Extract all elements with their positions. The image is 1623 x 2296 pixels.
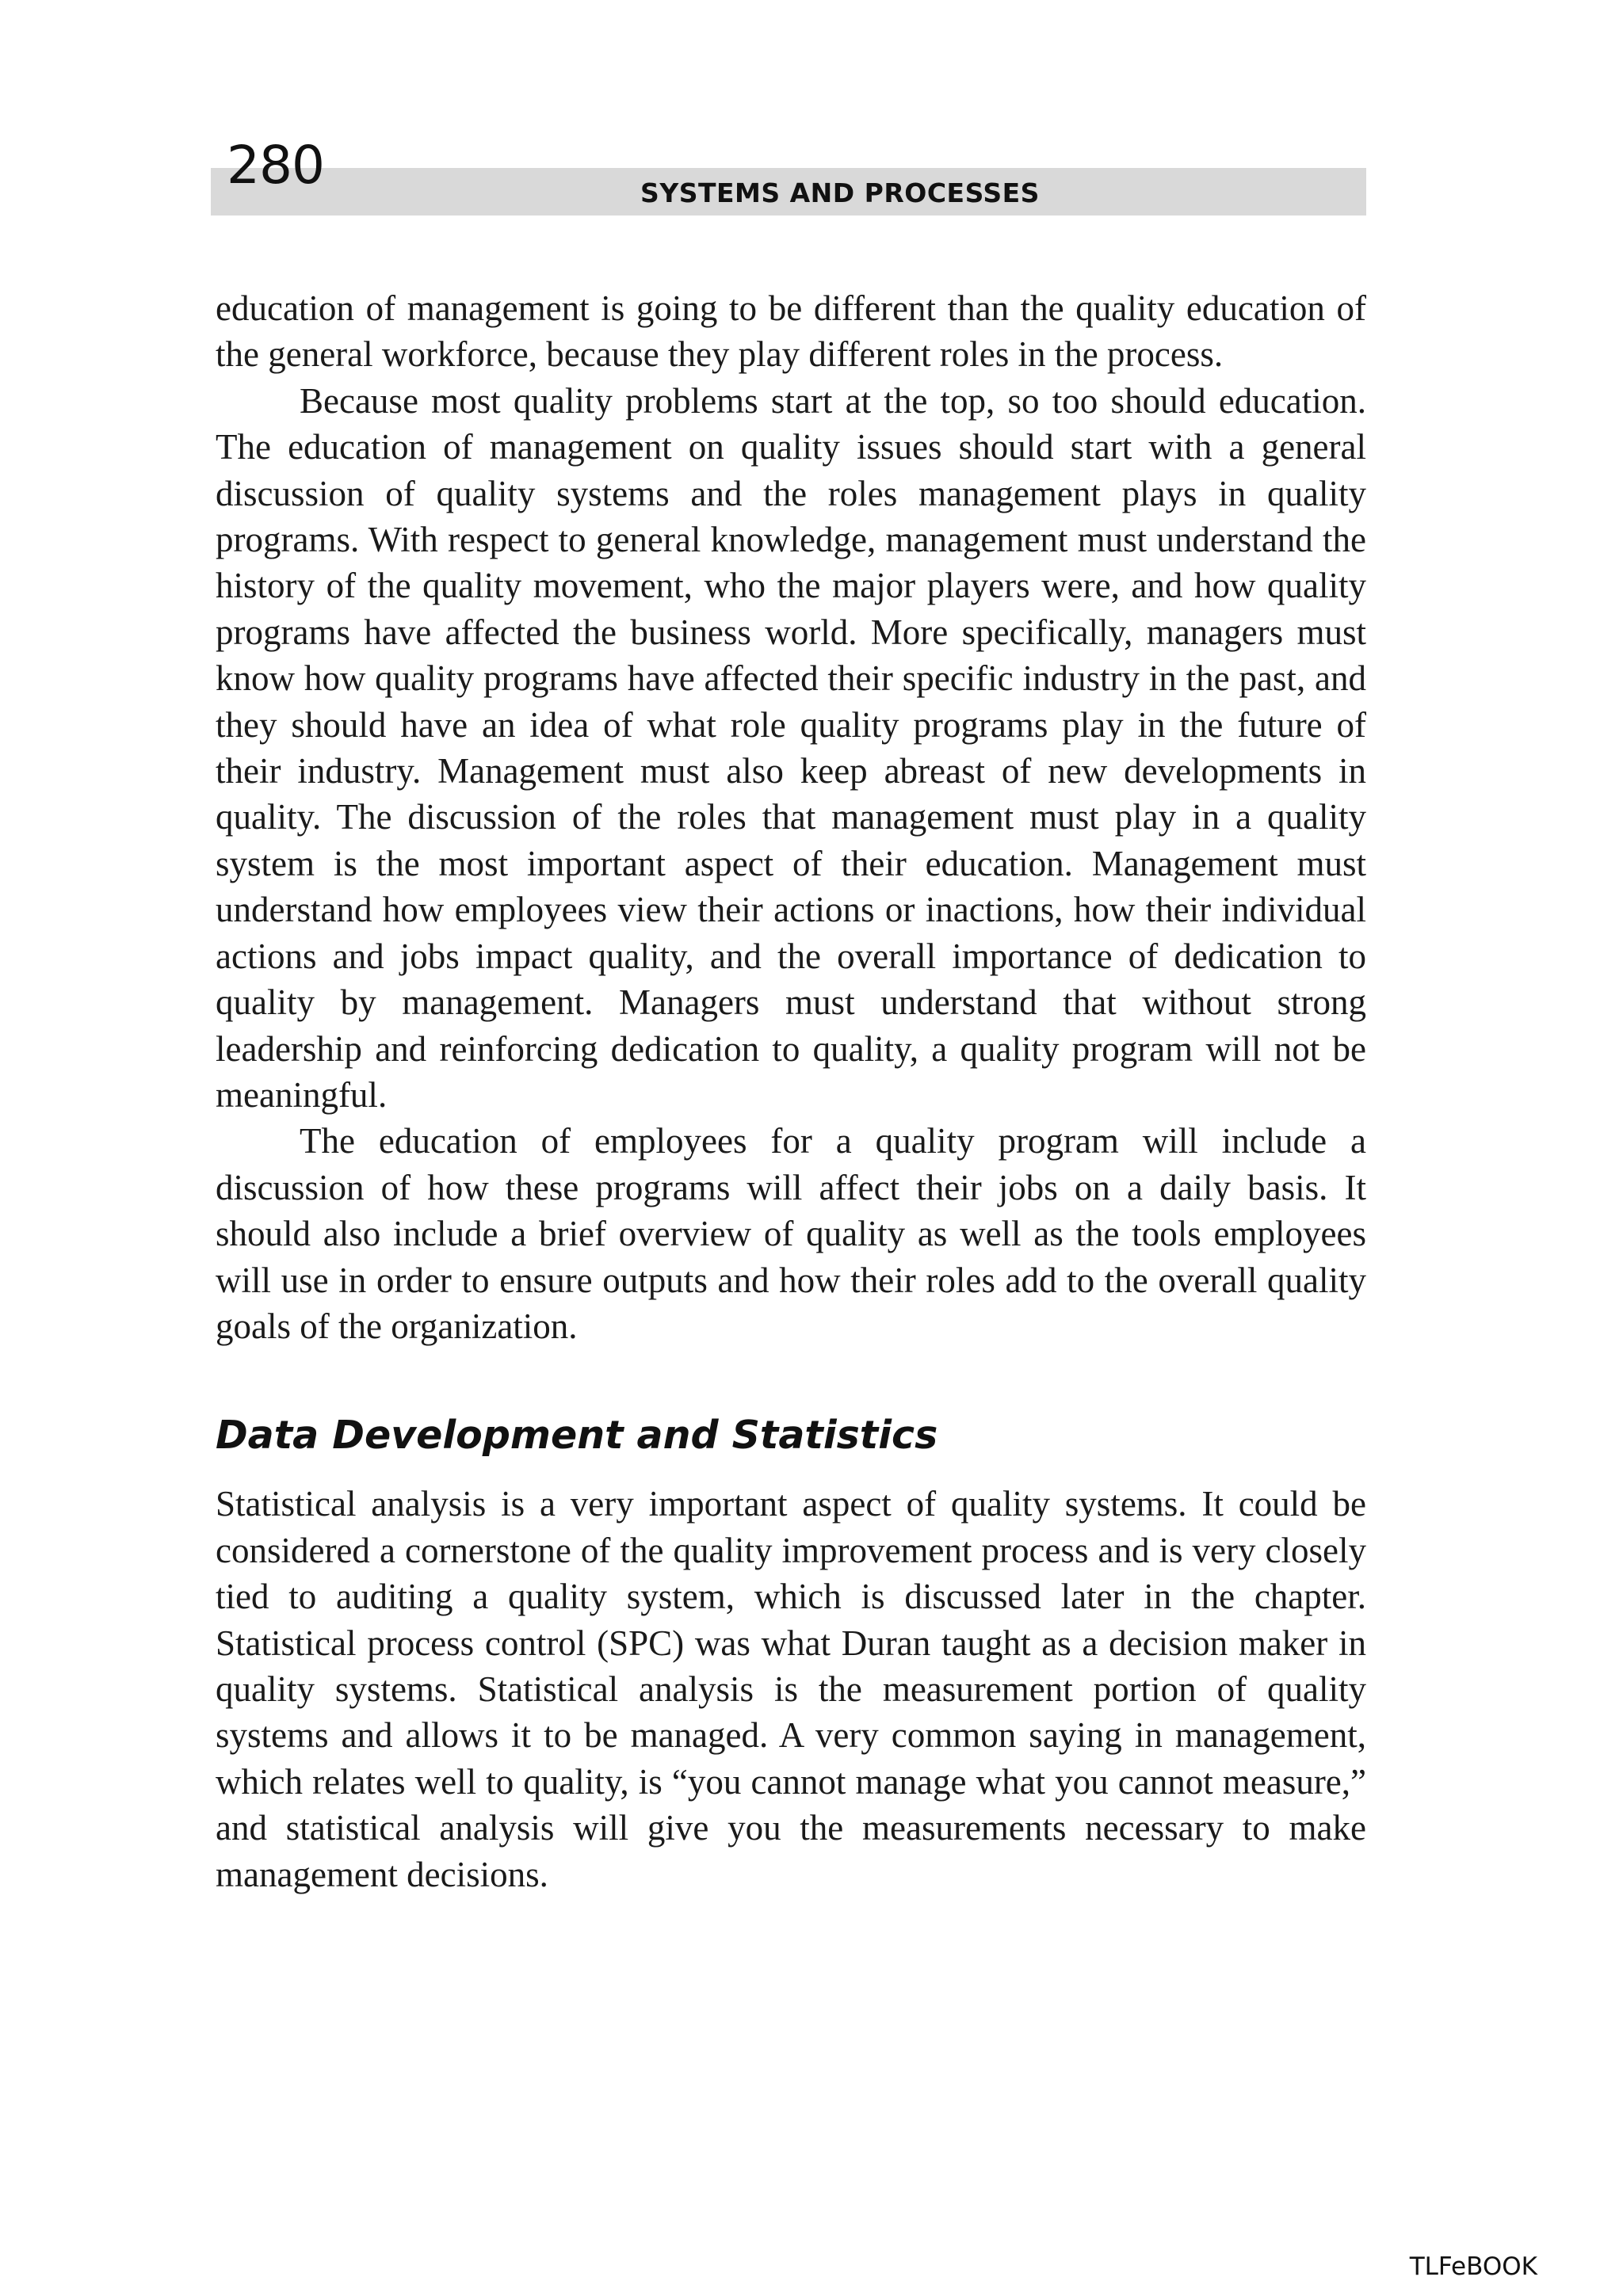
body-paragraph-3: The education of employees for a quality program will include a discussion of how these programs will affect their jobs on a daily basis. It should also include a brief overview of quality as well as the tools employees will use in order to ensure outputs and how their roles add to the overall quality goals of the organization.: [216, 1121, 1366, 1346]
body-paragraph-2: Because most quality problems start at the top, so too should education. The education of management on quality issues should start with a general discussion of quality systems and the roles management plays in quality programs. With respect to general knowledge, management must understand the history of the quality movement, who the major players were, and how quality programs have affected the business world. More specifically, managers must know how quality programs have affected their specific industry in the past, and they should have an idea of what role quality programs play in the future of their industry. Management must also keep abreast of new developments in quality. The discussion of the roles that management must play in a quality system is the most important aspect of their education. Management must understand how employees view their actions or inactions, how their individual actions and jobs impact quality, and the overall importance of dedication to quality by management. Managers must understand that without strong leadership and reinforcing dedication to quality, a quality program will not be meaningful.: [216, 380, 1366, 1115]
body-paragraph-1: education of management is going to be different than the quality education of the general workforce, because they play different roles in the process.: [216, 288, 1366, 375]
section-paragraph: Statistical analysis is a very important aspect of quality systems. It could be considered a cornerstone of the quality improvement process and is very closely tied to auditing a quality system, which is discussed later in the chapter. Statistical process control (SPC) was what Duran taught as a decision maker in quality systems. Statistical analysis is the measurement portion of quality systems and allows it to be managed. A very common saying in management, which relates well to quality, is “you cannot manage what you cannot measure,” and statistical analysis will give you the measurements necessary to make management decisions.: [216, 1484, 1366, 1894]
running-head: SYSTEMS AND PROCESSES: [640, 177, 1040, 208]
page-body: [216, 285, 1366, 1897]
page-number: 280: [227, 135, 324, 196]
section-heading: Data Development and Statistics: [216, 1413, 938, 1459]
footer-watermark: TLFeBOOK: [1409, 2252, 1537, 2281]
